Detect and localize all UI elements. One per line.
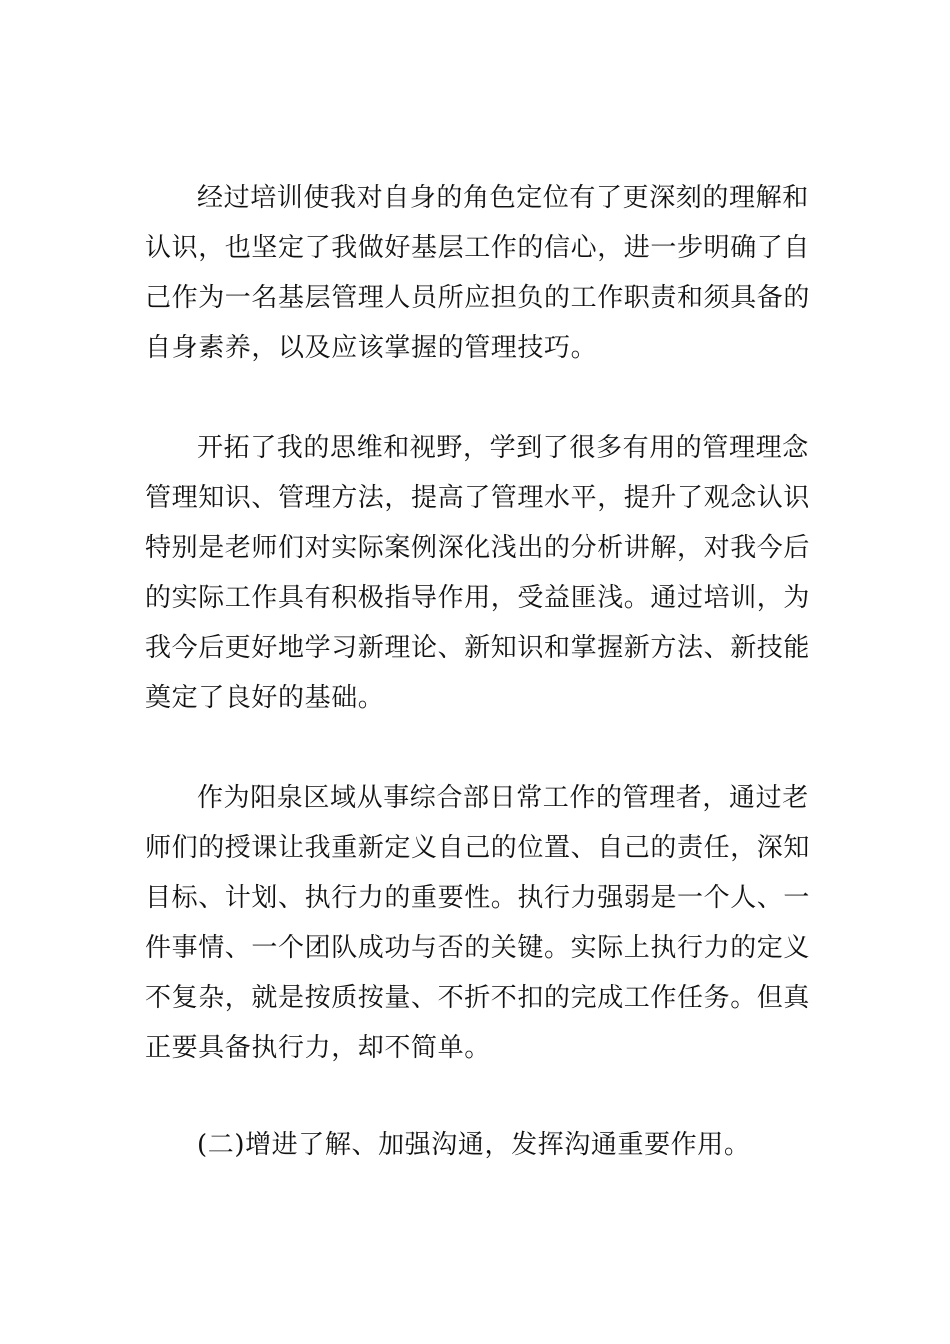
paragraph-line: 奠定了良好的基础。: [145, 683, 385, 713]
paragraph-line: 特别是老师们对实际案例深化浅出的分析讲解，对我今后: [145, 533, 811, 563]
paragraph-line: 经过培训使我对自身的角色定位有了更深刻的理解和: [197, 183, 809, 213]
paragraph-line: 自身素养，以及应该掌握的管理技巧。: [145, 333, 598, 363]
paragraph-line: 认识，也坚定了我做好基层工作的信心，进一步明确了自: [145, 233, 811, 263]
paragraph-line: 管理知识、管理方法，提高了管理水平，提升了观念认识: [145, 483, 811, 513]
paragraph-line: 不复杂，就是按质按量、不折不扣的完成工作任务。但真: [145, 983, 811, 1013]
paragraph-line: 师们的授课让我重新定义自己的位置、自己的责任，深知: [145, 833, 811, 863]
paragraph-line: 作为阳泉区域从事综合部日常工作的管理者，通过老: [197, 783, 809, 813]
paragraph-line: 件事情、一个团队成功与否的关键。实际上执行力的定义: [145, 933, 811, 963]
paragraph-line: 开拓了我的思维和视野，学到了很多有用的管理理念: [197, 433, 809, 463]
paragraph-line: 目标、计划、执行力的重要性。执行力强弱是一个人、一: [145, 883, 811, 913]
paragraph-line: 的实际工作具有积极指导作用，受益匪浅。通过培训，为: [145, 583, 811, 613]
paragraph-line: 我今后更好地学习新理论、新知识和掌握新方法、新技能: [145, 633, 811, 663]
paragraph-line: 正要具备执行力，却不简单。: [145, 1033, 491, 1063]
section-heading-text: (二)增进了解、加强沟通，发挥沟通重要作用。: [197, 1130, 751, 1160]
paragraph-line: 己作为一名基层管理人员所应担负的工作职责和须具备的: [145, 283, 811, 313]
